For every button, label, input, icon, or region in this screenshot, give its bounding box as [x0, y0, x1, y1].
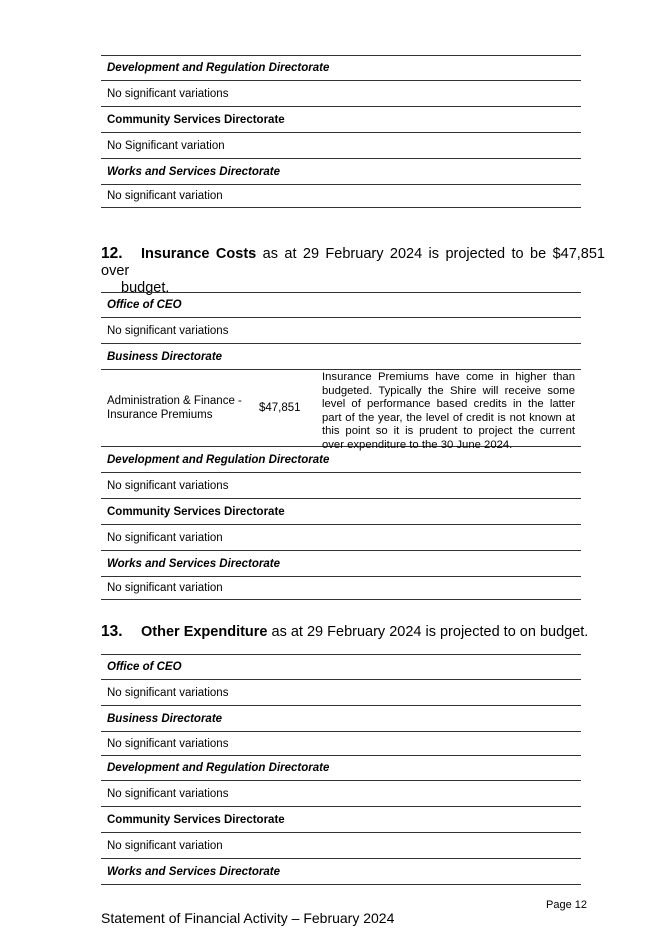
table-row: No significant variations — [101, 732, 581, 756]
variation-item: Administration & Finance - Insurance Premiums — [107, 395, 242, 421]
table-row: No significant variations — [101, 81, 581, 107]
section-topic: Other Expenditure — [141, 624, 268, 640]
table-row: Works and Services Directorate — [101, 859, 581, 885]
document-footer: Statement of Financial Activity – February 2024 — [101, 910, 395, 926]
section-topic: Insurance Costs — [141, 246, 257, 262]
section-number: 13. — [101, 623, 123, 640]
table-row: Development and Regulation Directorate — [101, 756, 581, 781]
table-row: No significant variation — [101, 577, 581, 600]
table-row: No significant variation — [101, 833, 581, 859]
table-row: Community Services Directorate — [101, 807, 581, 833]
table-row: No Significant variation — [101, 133, 581, 159]
section-13-table — [101, 654, 581, 885]
table-row: Development and Regulation Directorate — [101, 447, 581, 473]
table-row: Office of CEO — [101, 654, 581, 680]
section-13-heading — [101, 623, 605, 641]
section-12-table — [101, 292, 581, 600]
table-row: Development and Regulation Directorate — [101, 55, 581, 81]
table-row: No significant variation — [101, 525, 581, 551]
table-row: Works and Services Directorate — [101, 159, 581, 185]
variation-amount: $47,851 — [259, 402, 301, 414]
table-row: Works and Services Directorate — [101, 551, 581, 577]
table-row — [101, 370, 581, 451]
table-row: No significant variations — [101, 473, 581, 499]
table-row: Office of CEO — [101, 292, 581, 318]
table-row: Business Directorate — [101, 706, 581, 732]
table-row: Community Services Directorate — [101, 107, 581, 133]
table-row: Business Directorate — [101, 344, 581, 370]
table-row: No significant variations — [101, 318, 581, 344]
section-summary-continued: budget. — [121, 280, 170, 296]
table-row: No significant variations — [101, 781, 581, 807]
page-number: Page 12 — [546, 899, 587, 911]
section-12-heading — [101, 245, 605, 297]
table-row: No significant variations — [101, 680, 581, 706]
top-variations-table — [101, 55, 581, 208]
section-summary: as at 29 February 2024 is projected to on budget. — [267, 624, 589, 640]
table-row: Community Services Directorate — [101, 499, 581, 525]
section-number: 12. — [101, 245, 123, 262]
variation-explanation: Insurance Premiums have come in higher than budgeted. Typically the Shire will receive some level of performance based credits in the latter part of the year, the level of credit is not known at this point so it is prudent to project the current over expenditure to the 30 June 2024. — [322, 371, 575, 451]
section-summary: as at 29 February 2024 is projected to be $47,851 over — [101, 246, 605, 279]
table-row: No significant variation — [101, 185, 581, 208]
